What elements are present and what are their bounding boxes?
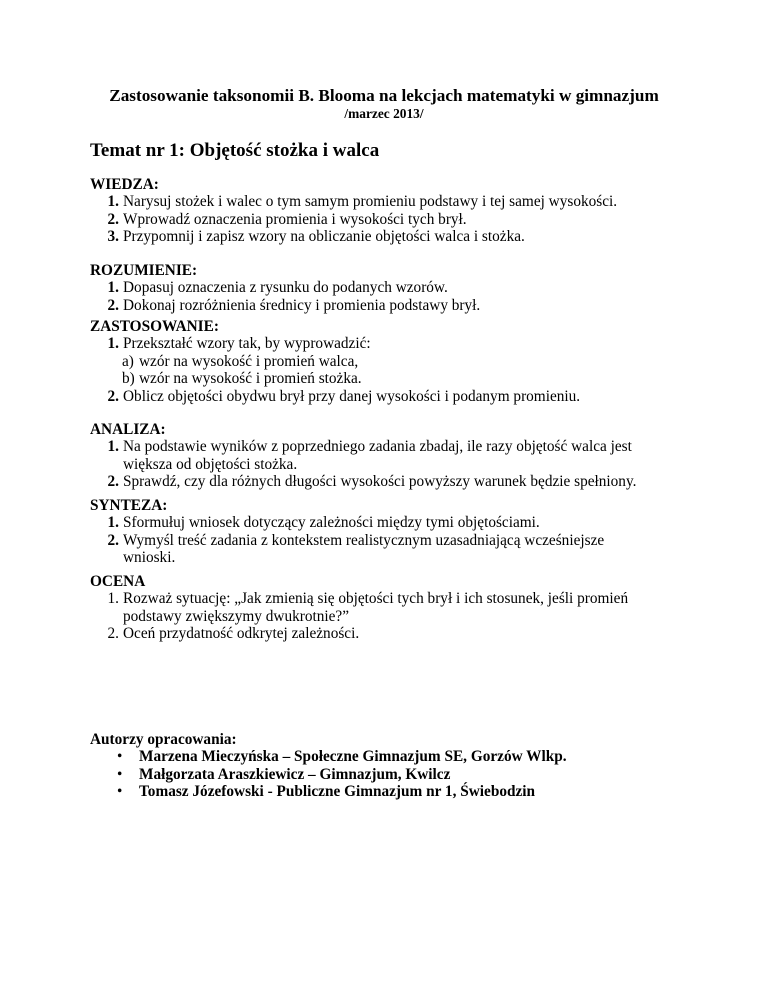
list-item: [90, 473, 690, 490]
author-item: [90, 783, 730, 800]
author-text: Tomasz Józefowski - Publiczne Gimnazjum nr 1, Świebodzin: [139, 783, 536, 801]
list-item: [90, 279, 690, 296]
authors-section: [90, 731, 730, 801]
item-text: Dokonaj rozróżnienia średnicy i promienia podstawy brył.: [123, 296, 481, 314]
item-text: Oceń przydatność odkrytej zależności.: [123, 625, 360, 643]
item-text: Przypomnij i zapisz wzory na obliczanie objętości walca i stożka.: [123, 228, 525, 246]
sub-list-item: [90, 353, 690, 370]
item-text-continued: wnioski.: [123, 549, 176, 567]
authors-heading: Autorzy opracowania:: [90, 731, 237, 748]
section-heading: ZASTOSOWANIE:: [90, 318, 219, 335]
item-number: 1.: [107, 279, 119, 297]
item-text: Dopasuj oznaczenia z rysunku do podanych wzorów.: [123, 279, 448, 297]
section-heading: OCENA: [90, 573, 146, 590]
list-item: [90, 438, 690, 473]
author-item: [90, 766, 730, 783]
section-heading: WIEDZA:: [90, 176, 159, 193]
section-wiedza: [90, 176, 690, 246]
item-number: 3.: [107, 228, 119, 246]
item-number: 2.: [107, 625, 119, 643]
item-text: Wprowadź oznaczenia promienia i wysokości tych brył.: [123, 210, 467, 228]
item-text: Na podstawie wyników z poprzedniego zadania zbadaj, ile razy objętość walca jest: [123, 438, 632, 456]
bullet-icon: •: [117, 765, 123, 783]
item-text-continued: większa od objętości stożka.: [123, 455, 298, 473]
topic-heading: Temat nr 1: Objętość stożka i walca: [90, 140, 380, 161]
item-number: 1.: [107, 514, 119, 532]
item-text: Rozważ sytuację: „Jak zmienią się objętości tych brył i ich stosunek, jeśli promień: [123, 590, 629, 608]
list-item: [90, 211, 690, 228]
page-title: Zastosowanie taksonomii B. Blooma na lekcjach matematyki w gimnazjum: [109, 86, 659, 105]
section-heading: ROZUMIENIE:: [90, 262, 198, 279]
section-heading: SYNTEZA:: [90, 497, 168, 514]
item-number: 1.: [107, 335, 119, 353]
section-ocena: [90, 573, 690, 643]
list-item: [90, 335, 690, 352]
section-analiza: [90, 421, 690, 491]
list-item: [90, 297, 690, 314]
author-item: [90, 748, 730, 765]
sub-item-text: wzór na wysokość i promień walca,: [139, 352, 359, 370]
item-text-continued: podstawy zwiększymy dwukrotnie?”: [123, 607, 349, 625]
section-rozumienie: [90, 262, 690, 314]
item-text: Sformułuj wniosek dotyczący zależności między tymi objętościami.: [123, 514, 540, 532]
item-number: 2.: [107, 473, 119, 491]
author-text: Małgorzata Araszkiewicz – Gimnazjum, Kwilcz: [139, 765, 451, 783]
item-text: Wymyśl treść zadania z kontekstem realistycznym uzasadniającą wcześniejsze: [123, 531, 605, 549]
page-subtitle: /marzec 2013/: [344, 106, 424, 121]
list-item: [90, 532, 690, 567]
item-number: 2.: [107, 531, 119, 549]
list-item: [90, 388, 690, 405]
section-zastosowanie: [90, 318, 690, 405]
sub-item-letter: a): [122, 352, 134, 370]
author-text: Marzena Mieczyńska – Społeczne Gimnazjum SE, Gorzów Wlkp.: [139, 748, 567, 766]
item-number: 2.: [107, 296, 119, 314]
sub-item-text: wzór na wysokość i promień stożka.: [139, 370, 362, 388]
list-item: [90, 228, 690, 245]
bullet-icon: •: [117, 748, 123, 766]
sub-list-item: [90, 370, 690, 387]
item-number: 1.: [107, 590, 119, 608]
item-text: Oblicz objętości obydwu brył przy danej wysokości i podanym promieniu.: [123, 387, 581, 405]
list-item: [90, 625, 690, 642]
item-text: Narysuj stożek i walec o tym samym promieniu podstawy i tej samej wysokości.: [123, 193, 618, 211]
item-text: Sprawdź, czy dla różnych długości wysokości powyższy warunek będzie spełniony.: [123, 473, 637, 491]
sub-item-letter: b): [122, 370, 135, 388]
list-item: [90, 590, 690, 625]
section-synteza: [90, 497, 690, 567]
item-text: Przekształć wzory tak, by wyprowadzić:: [123, 335, 371, 353]
item-number: 2.: [107, 387, 119, 405]
bullet-icon: •: [117, 783, 123, 801]
list-item: [90, 193, 690, 210]
item-number: 1.: [107, 438, 119, 456]
section-heading: ANALIZA:: [90, 421, 166, 438]
list-item: [90, 514, 690, 531]
item-number: 1.: [107, 193, 119, 211]
item-number: 2.: [107, 210, 119, 228]
